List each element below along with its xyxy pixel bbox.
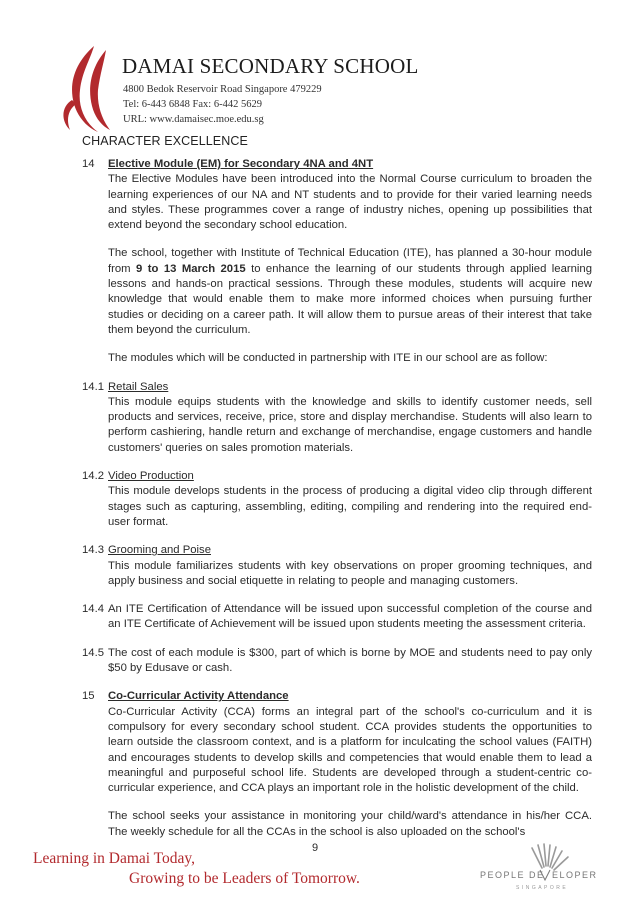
- subitem-video-production: [82, 469, 592, 530]
- subitem-retail-sales: [82, 380, 592, 456]
- subitem-number: 14.1: [82, 380, 104, 393]
- paragraph: [108, 246, 592, 338]
- paragraph-text: The school, together with Institute of Technical Education (ITE), has planned a 30-hour module from: [108, 247, 592, 275]
- item-heading: Co-Curricular Activity Attendance: [108, 690, 289, 703]
- subitem-number: 14.5: [82, 646, 104, 659]
- footer-motto-line2: Growing to be Leaders of Tomorrow.: [129, 870, 360, 887]
- subitem-text: The cost of each module is $300, part of which is borne by MOE and students need to pay only $50 by Edusave or cash.: [108, 646, 592, 675]
- school-name: DAMAI SECONDARY SCHOOL: [122, 54, 419, 78]
- subitem-heading: Retail Sales: [108, 380, 169, 393]
- subitem-text: This module develops students in the process of producing a digital video clip through different stages such as capturing, assembling, editing, compiling and rendering into the required end-user format.: [108, 485, 592, 528]
- subitem-certification: [82, 602, 592, 633]
- paragraph-text: to enhance the learning of our students through applied learning lessons and hands-on practical sessions. Through these modules, students will acquire new knowledge that would enable them to make more informed choices when pursuing further studies or deciding on a career path. It will allow them to pursue areas of their interest that take them beyond the curriculum.: [108, 262, 592, 336]
- school-phone-fax: Tel: 6-443 6848 Fax: 6-442 5629: [123, 99, 262, 110]
- page-number: 9: [312, 842, 319, 854]
- document-body: [82, 157, 592, 840]
- logo-text-left: PEOPLE DE: [480, 870, 545, 880]
- subitem-heading: Grooming and Poise: [108, 544, 211, 557]
- logo-text-right: ELOPER: [552, 870, 598, 880]
- section-title: CHARACTER EXCELLENCE: [82, 134, 248, 148]
- subitem-number: 14.2: [82, 470, 104, 483]
- paragraph: The modules which will be conducted in partnership with ITE in our school are as follow:: [108, 352, 548, 365]
- subitem-text: An ITE Certification of Attendance will be issued upon successful completion of the course and an ITE Certificate of Achievement will be issued upon students meeting the assessment criteria.: [108, 603, 592, 631]
- subitem-text: This module equips students with the knowledge and skills to identify customer needs, sell products and services, receive, price, store and display merchandise. Students will also learn to perform cashiering, handle return and exchange of merchandise, engage customers and handle customers' queries on sales promotion materials.: [108, 395, 592, 454]
- subitem-text: This module familiarizes students with key observations on proper grooming techniques, and apply business and social etiquette in relating to people and managing customers.: [108, 559, 592, 587]
- school-contact-block: [123, 82, 322, 127]
- footer-motto-line1: Learning in Damai Today,: [33, 850, 196, 867]
- letterhead: [0, 0, 638, 135]
- subitem-heading: Video Production: [108, 470, 194, 483]
- logo-subtext: SINGAPORE: [516, 885, 569, 891]
- school-url: URL: www.damaisec.moe.edu.sg: [123, 114, 264, 125]
- subitem-grooming-and-poise: [82, 543, 592, 589]
- paragraph: Co-Curricular Activity (CCA) forms an integral part of the school's co-curriculum and it is compulsory for every secondary school student. CCA provides students the opportunities to learn outside the classroom context, and is a platform for inculcating the school values (FAITH) and encourages students to develop skills and competencies that would enable them to lead a meaningful and purposeful school life. Students are developed through a student-centric co-curricular experience, and CCA plays an important role in the holistic development of the child.: [108, 705, 592, 795]
- item-number: 14: [82, 158, 95, 170]
- school-logo: [54, 42, 124, 134]
- school-address: 4800 Bedok Reservoir Road Singapore 479229: [123, 84, 322, 95]
- item-15: [82, 689, 592, 840]
- subitem-cost: [82, 646, 592, 677]
- subitem-number: 14.3: [82, 544, 104, 557]
- item-number: 15: [82, 690, 95, 703]
- item-heading: Elective Module (EM) for Secondary 4NA and 4NT: [108, 158, 374, 170]
- module-dates: 9 to 13 March 2015: [136, 262, 246, 275]
- subitem-number: 14.4: [82, 603, 104, 616]
- paragraph: The school seeks your assistance in monitoring your child/ward's attendance in his/her CCA. The weekly schedule for all the CCAs in the school is also uploaded on the school's: [108, 810, 592, 838]
- people-developer-logo: [480, 842, 600, 892]
- paragraph: The Elective Modules have been introduced into the Normal Course curriculum to broaden the learning experiences of our NA and NT students and to provide for their varied learning needs and styles. These programmes cover a range of industry niches, opening up possibilities that extend beyond the secondary school education.: [108, 173, 592, 232]
- item-14: [82, 157, 592, 367]
